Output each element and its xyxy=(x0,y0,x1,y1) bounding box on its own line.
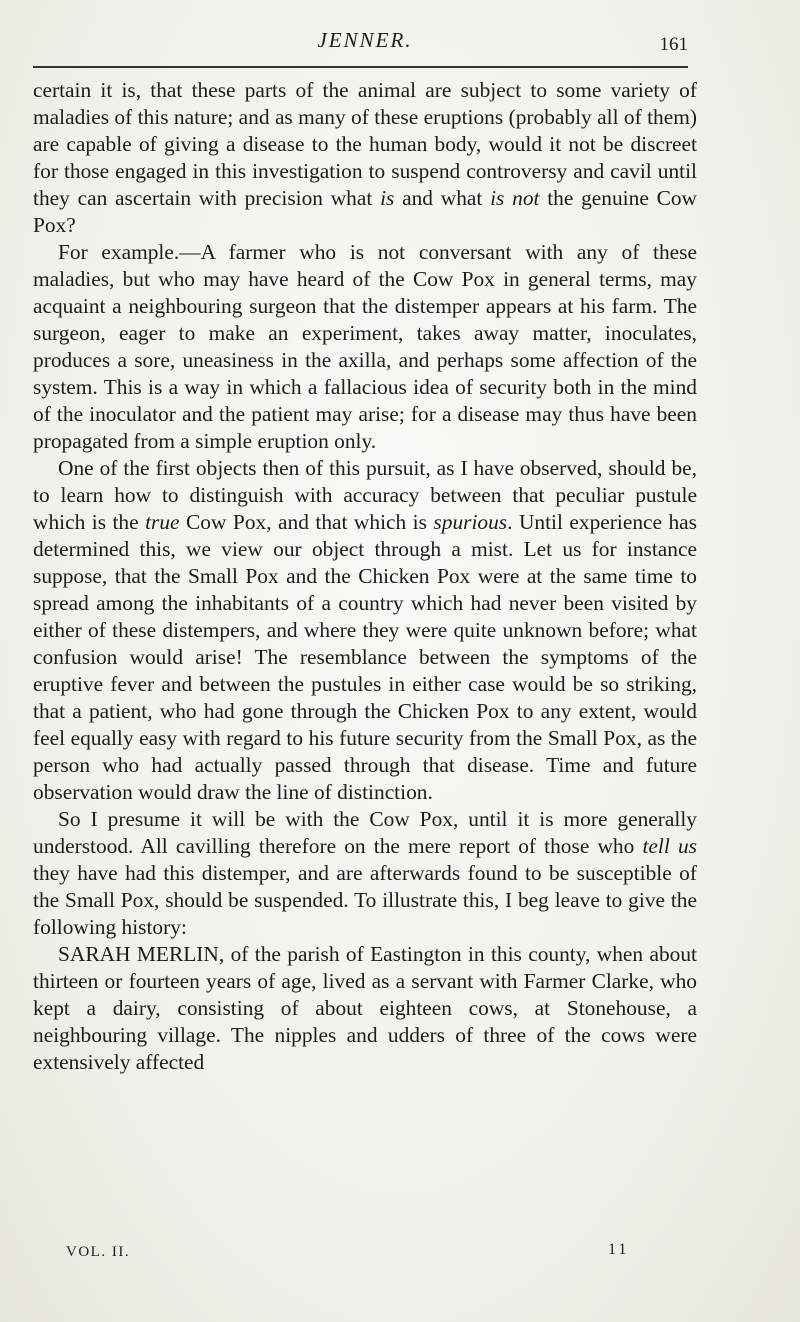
text-run: they have had this distemper, and are afterwards found to be susceptible of the Small Pox, should be suspended. To illustrate this, I beg leave to give the following history: xyxy=(33,861,697,939)
page-footer xyxy=(0,1240,800,1270)
text-run: the genuine Cow Pox? xyxy=(33,186,697,237)
paragraph: For example.—A farmer who is not conversant with any of these maladies, but who may have heard of the Cow Pox in general terms, may acquaint a neighbouring surgeon that the distemper appears at his farm. The surgeon, eager to make an experiment, takes away matter, inoculates, produces a sore, uneasiness in the axilla, and perhaps some affection of the system. This is a way in which a fallacious idea of security both in the mind of the inoculator and the patient may arise; for a disease may thus have been propagated from a simple eruption only. xyxy=(33,240,697,453)
italic-run: true xyxy=(145,510,180,534)
paragraph xyxy=(33,455,697,806)
italic-run: spurious xyxy=(433,510,508,534)
text-run: certain it is, that these parts of the animal are subject to some variety of maladies of this nature; and as many of these eruptions (probably all of them) are capable of giving a disease to the human body, would it not be discreet for those engaged in this investigation to suspend controversy and cavil until they can ascertain with precision what xyxy=(33,78,697,210)
italic-run: tell us xyxy=(642,834,697,858)
paragraph: SARAH MERLIN, of the parish of Eastington in this county, when about thirteen or fourteen years of age, lived as a servant with Farmer Clarke, who kept a dairy, consisting of about eighteen cows, at Stonehouse, a neighbouring village. The nipples and udders of three of the cows were extensively affected xyxy=(33,942,697,1074)
italic-run: is not xyxy=(490,186,540,210)
page-number: 161 xyxy=(659,34,688,55)
volume-marker: VOL. II. xyxy=(66,1244,131,1260)
text-run: So I presume it will be with the Cow Pox, until it is more generally understood. All cavilling therefore on the mere report of those who xyxy=(33,807,697,858)
header-rule xyxy=(33,66,688,68)
italic-run: is xyxy=(380,186,395,210)
body-text xyxy=(33,77,697,1076)
text-run: . Until experience has determined this, we view our object through a mist. Let us for instance suppose, that the Small Pox and the Chicken Pox were at the same time to spread among the inhabitants of a country which had never been visited by either of these distempers, and where they were quite unknown before; what confusion would arise! The resemblance between the symptoms of the eruptive fever and between the pustules in either case would be so striking, that a patient, who had gone through the Chicken Pox to any extent, would feel equally easy with regard to his future security from the Small Pox, as the person who had actually passed through that disease. Time and future observation would draw the line of distinction. xyxy=(33,510,697,804)
paragraph xyxy=(33,806,697,941)
signature-mark: 11 xyxy=(608,1241,630,1258)
paragraph xyxy=(33,77,697,239)
running-title: JENNER. xyxy=(317,28,413,52)
running-head xyxy=(0,28,800,58)
text-run: Cow Pox, and that which is xyxy=(179,510,434,534)
text-run: One of the first objects then of this pursuit, as I have observed, should be, to learn how to distinguish with accuracy between that peculiar pustule which is the xyxy=(33,456,697,534)
text-run: and what xyxy=(394,186,491,210)
